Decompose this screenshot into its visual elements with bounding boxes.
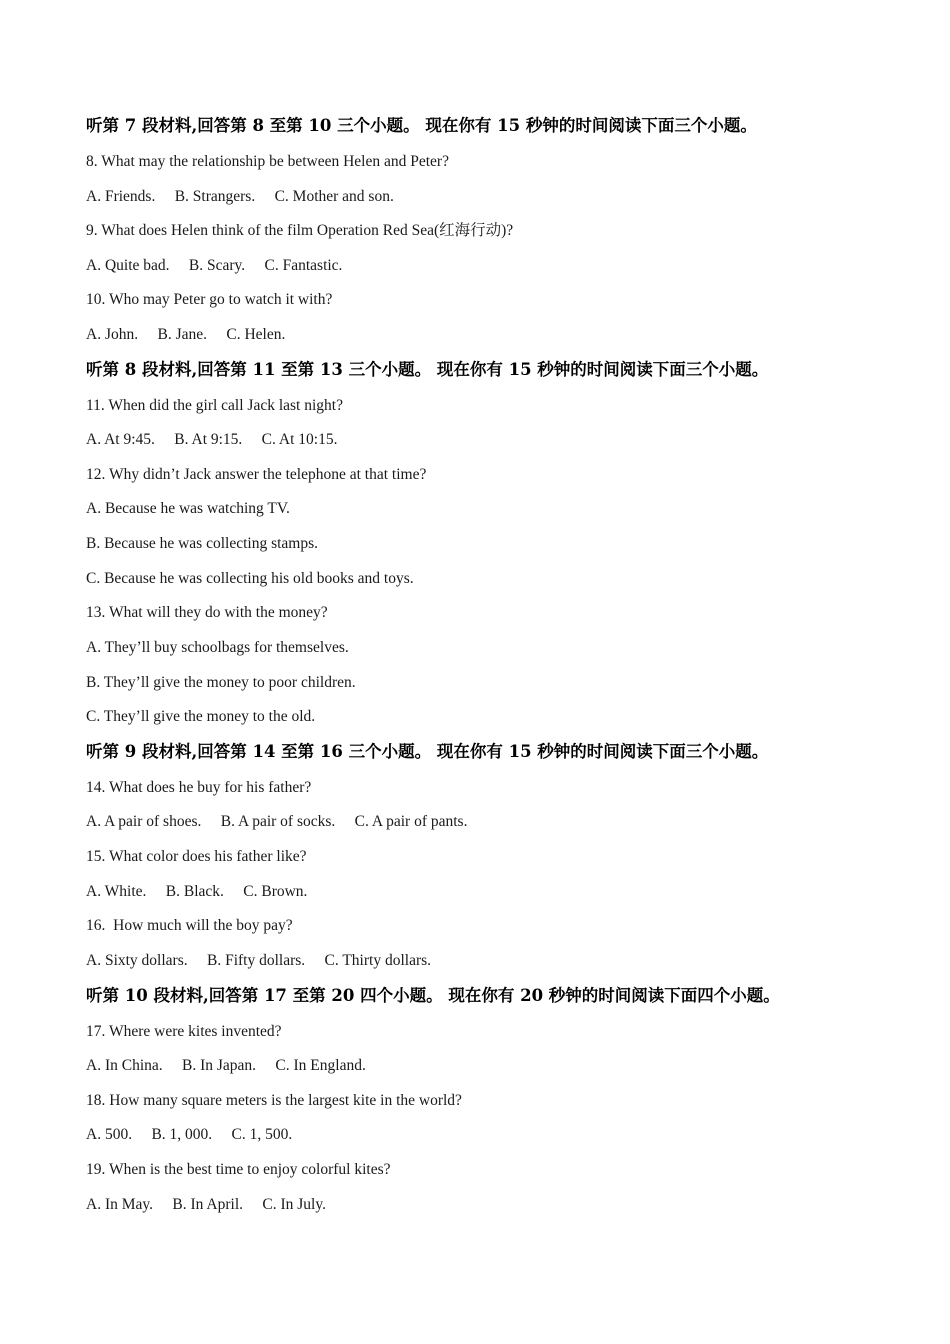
section-heading-9: 听第 9 段材料,回答第 14 至第 16 三个小题。 现在你有 15 秒钟的时间阅读下面三个小题。 bbox=[86, 742, 769, 761]
question-11: 11. When did the girl call Jack last night? bbox=[86, 397, 343, 414]
options-10: A. John. B. Jane. C. Helen. bbox=[86, 326, 286, 343]
options-14: A. A pair of shoes. B. A pair of socks. C. A pair of pants. bbox=[86, 813, 468, 830]
option-12c: C. Because he was collecting his old books and toys. bbox=[86, 570, 414, 587]
question-18: 18. How many square meters is the largest kite in the world? bbox=[86, 1092, 462, 1109]
options-9: A. Quite bad. B. Scary. C. Fantastic. bbox=[86, 257, 343, 274]
question-10: 10. Who may Peter go to watch it with? bbox=[86, 291, 333, 308]
option-12b: B. Because he was collecting stamps. bbox=[86, 535, 319, 552]
options-11: A. At 9:45. B. At 9:15. C. At 10:15. bbox=[86, 431, 338, 448]
options-17: A. In China. B. In Japan. C. In England. bbox=[86, 1057, 366, 1074]
section-heading-8: 听第 8 段材料,回答第 11 至第 13 三个小题。 现在你有 15 秒钟的时间阅读下面三个小题。 bbox=[86, 360, 769, 379]
option-13c: C. They’ll give the money to the old. bbox=[86, 708, 316, 725]
options-19: A. In May. B. In April. C. In July. bbox=[86, 1196, 326, 1213]
question-9: 9. What does Helen think of the film Operation Red Sea(红海行动)? bbox=[86, 222, 514, 239]
section-heading-10: 听第 10 段材料,回答第 17 至第 20 四个小题。 现在你有 20 秒钟的时间阅读下面四个小题。 bbox=[86, 986, 780, 1005]
question-12: 12. Why didn’t Jack answer the telephone at that time? bbox=[86, 466, 427, 483]
options-16: A. Sixty dollars. B. Fifty dollars. C. Thirty dollars. bbox=[86, 952, 432, 969]
question-8: 8. What may the relationship be between Helen and Peter? bbox=[86, 153, 449, 170]
options-18: A. 500. B. 1, 000. C. 1, 500. bbox=[86, 1126, 293, 1143]
question-16: 16. How much will the boy pay? bbox=[86, 917, 293, 934]
question-15: 15. What color does his father like? bbox=[86, 848, 307, 865]
options-15: A. White. B. Black. C. Brown. bbox=[86, 883, 308, 900]
option-13a: A. They’ll buy schoolbags for themselves. bbox=[86, 639, 349, 656]
question-13: 13. What will they do with the money? bbox=[86, 604, 328, 621]
question-19: 19. When is the best time to enjoy colorful kites? bbox=[86, 1161, 391, 1178]
question-17: 17. Where were kites invented? bbox=[86, 1023, 282, 1040]
question-14: 14. What does he buy for his father? bbox=[86, 779, 312, 796]
option-13b: B. They’ll give the money to poor children. bbox=[86, 674, 356, 691]
options-8: A. Friends. B. Strangers. C. Mother and son. bbox=[86, 188, 394, 205]
option-12a: A. Because he was watching TV. bbox=[86, 500, 290, 517]
section-heading-7: 听第 7 段材料,回答第 8 至第 10 三个小题。 现在你有 15 秒钟的时间阅读下面三个小题。 bbox=[86, 116, 757, 135]
